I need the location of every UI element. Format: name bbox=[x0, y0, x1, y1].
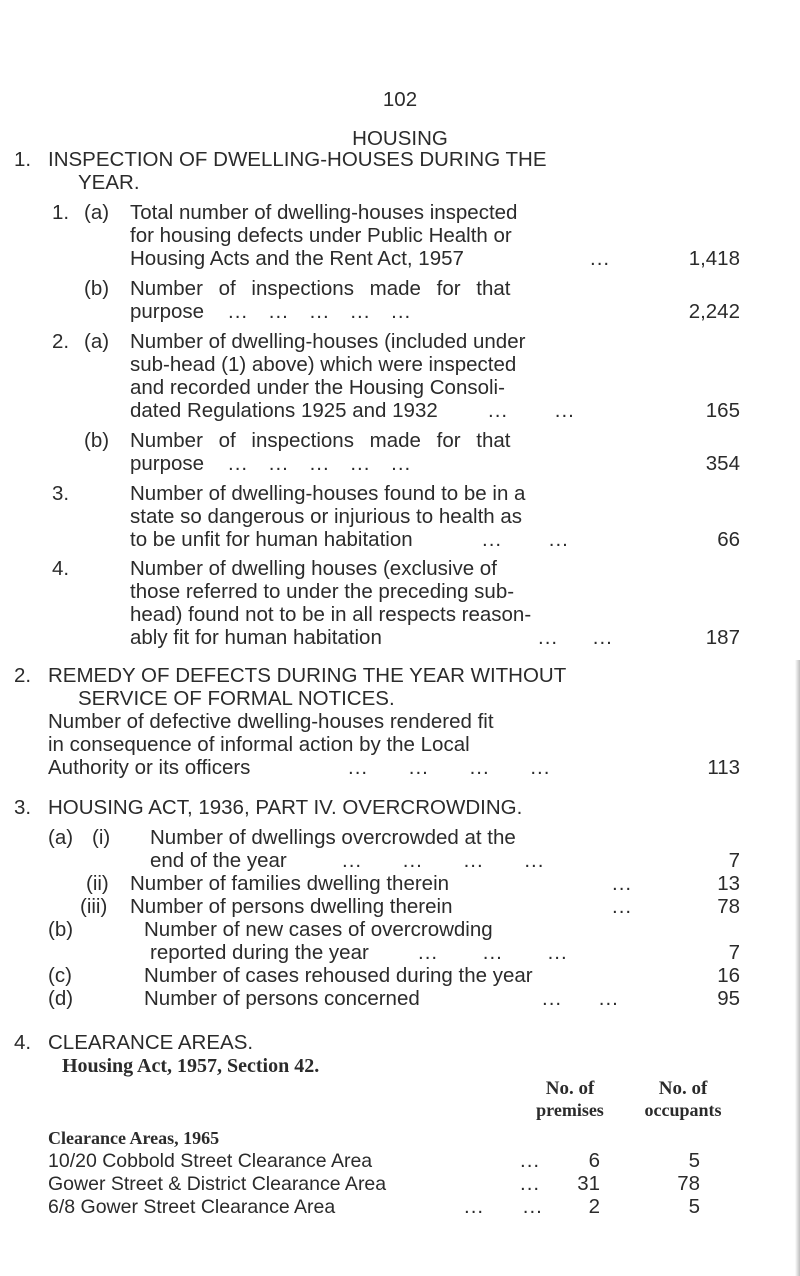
section-subheading: Housing Act, 1957, Section 42. bbox=[62, 1055, 320, 1077]
item-value: 1,418 bbox=[688, 247, 740, 270]
leader-dots: ... ... bbox=[538, 626, 613, 649]
leader-dots: ... ... bbox=[542, 987, 619, 1010]
item-text: Number of dwelling-houses found to be in a bbox=[130, 482, 526, 505]
item-label: (b) bbox=[48, 918, 74, 941]
leader-dots: ... ... ... ... ... bbox=[228, 452, 412, 475]
item-text: Number of persons concerned bbox=[144, 987, 420, 1010]
item-text: Number of inspections made for that bbox=[130, 429, 511, 452]
item-number: 4. bbox=[52, 557, 70, 580]
item-text: sub-head (1) above) which were inspected bbox=[130, 353, 517, 376]
leader-dots: ... bbox=[612, 895, 633, 918]
premises-value: 2 bbox=[588, 1195, 600, 1218]
column-header-premises: No. of bbox=[545, 1078, 595, 1099]
item-text: dated Regulations 1925 and 1932 bbox=[130, 399, 438, 422]
premises-value: 31 bbox=[577, 1172, 600, 1195]
item-text: Number of dwelling houses (exclusive of bbox=[130, 557, 497, 580]
table-group-label: Clearance Areas, 1965 bbox=[48, 1128, 220, 1148]
item-label: (a) bbox=[48, 826, 74, 849]
item-value: 165 bbox=[705, 399, 740, 422]
item-text: and recorded under the Housing Consoli- bbox=[130, 376, 505, 399]
item-value: 66 bbox=[717, 528, 740, 551]
item-value: 7 bbox=[728, 941, 740, 964]
item-label: (a) bbox=[84, 201, 110, 224]
item-text: ably fit for human habitation bbox=[130, 626, 382, 649]
item-text: head) found not to be in all respects reason- bbox=[130, 603, 532, 626]
leader-dots: ... ... ... ... ... bbox=[228, 300, 412, 323]
column-header-occupants: No. of bbox=[658, 1078, 708, 1099]
item-number: 1. bbox=[52, 201, 70, 224]
item-text: Number of defective dwelling-houses rendered fit bbox=[48, 710, 494, 733]
item-text: Total number of dwelling-houses inspected bbox=[130, 201, 518, 224]
item-text: to be unfit for human habitation bbox=[130, 528, 413, 551]
item-text: end of the year bbox=[150, 849, 287, 872]
section-heading: INSPECTION OF DWELLING-HOUSES DURING THE bbox=[48, 148, 547, 171]
item-text: Housing Acts and the Rent Act, 1957 bbox=[130, 247, 464, 270]
item-label: (ii) bbox=[86, 872, 109, 895]
item-label: (a) bbox=[84, 330, 110, 353]
section-heading: CLEARANCE AREAS. bbox=[48, 1031, 254, 1054]
premises-value: 6 bbox=[588, 1149, 600, 1172]
section-number: 1. bbox=[14, 148, 32, 171]
item-value: 2,242 bbox=[688, 300, 740, 323]
area-name: 10/20 Cobbold Street Clearance Area bbox=[48, 1150, 373, 1172]
item-text: for housing defects under Public Health or bbox=[130, 224, 512, 247]
item-label: (d) bbox=[48, 987, 74, 1010]
item-label: (i) bbox=[92, 826, 111, 849]
item-text: Number of dwellings overcrowded at the bbox=[150, 826, 516, 849]
area-name: 6/8 Gower Street Clearance Area bbox=[48, 1196, 336, 1218]
item-text: purpose bbox=[130, 300, 205, 323]
item-value: 187 bbox=[705, 626, 740, 649]
section-heading: SERVICE OF FORMAL NOTICES. bbox=[78, 687, 395, 710]
item-text: Number of inspections made for that bbox=[130, 277, 511, 300]
item-number: 3. bbox=[52, 482, 70, 505]
item-value: 13 bbox=[717, 872, 740, 895]
item-text: reported during the year bbox=[150, 941, 369, 964]
item-value: 78 bbox=[717, 895, 740, 918]
page-number: 102 bbox=[382, 88, 418, 111]
section-heading: REMEDY OF DEFECTS DURING THE YEAR WITHOUT bbox=[48, 664, 567, 687]
occupants-value: 5 bbox=[688, 1195, 700, 1218]
item-text: state so dangerous or injurious to health as bbox=[130, 505, 523, 528]
section-heading: YEAR. bbox=[78, 171, 140, 194]
section-number: 4. bbox=[14, 1031, 32, 1054]
area-name: Gower Street & District Clearance Area bbox=[48, 1173, 387, 1195]
leader-dots: ... ... bbox=[482, 528, 569, 551]
item-value: 95 bbox=[717, 987, 740, 1010]
leader-dots: ... bbox=[590, 247, 611, 270]
leader-dots: ... ... ... bbox=[418, 941, 568, 964]
item-value: 354 bbox=[705, 452, 740, 475]
item-label: (c) bbox=[48, 964, 72, 987]
item-label: (b) bbox=[84, 429, 110, 452]
leader-dots: ... bbox=[612, 872, 633, 895]
occupants-value: 5 bbox=[688, 1149, 700, 1172]
item-text: Number of cases rehoused during the year bbox=[144, 964, 533, 987]
item-text: Number of families dwelling therein bbox=[130, 872, 450, 895]
section-number: 3. bbox=[14, 796, 32, 819]
leader-dots: ... ... bbox=[464, 1195, 543, 1218]
occupants-value: 78 bbox=[677, 1172, 700, 1195]
leader-dots: ... ... ... ... bbox=[348, 756, 551, 779]
item-label: (iii) bbox=[80, 895, 108, 918]
item-text: Number of dwelling-houses (included under bbox=[130, 330, 526, 353]
leader-dots: ... bbox=[520, 1172, 541, 1195]
item-text: Number of persons dwelling therein bbox=[130, 895, 453, 918]
item-value: 7 bbox=[728, 849, 740, 872]
item-text: purpose bbox=[130, 452, 205, 475]
section-heading: HOUSING ACT, 1936, PART IV. OVERCROWDING. bbox=[48, 796, 523, 819]
column-header-premises: premises bbox=[536, 1100, 604, 1120]
item-number: 2. bbox=[52, 330, 70, 353]
item-text: Authority or its officers bbox=[48, 756, 251, 779]
item-text: those referred to under the preceding sub- bbox=[130, 580, 515, 603]
leader-dots: ... bbox=[520, 1149, 541, 1172]
page-title: HOUSING bbox=[352, 127, 448, 150]
item-value: 113 bbox=[707, 756, 740, 779]
section-number: 2. bbox=[14, 664, 32, 687]
column-header-occupants: occupants bbox=[644, 1100, 722, 1120]
item-value: 16 bbox=[717, 964, 740, 987]
leader-dots: ... ... ... ... bbox=[342, 849, 545, 872]
page-edge-shadow bbox=[795, 660, 800, 1276]
item-text: Number of new cases of overcrowding bbox=[144, 918, 493, 941]
item-label: (b) bbox=[84, 277, 110, 300]
leader-dots: ... ... bbox=[488, 399, 575, 422]
item-text: in consequence of informal action by the Local bbox=[48, 733, 470, 756]
